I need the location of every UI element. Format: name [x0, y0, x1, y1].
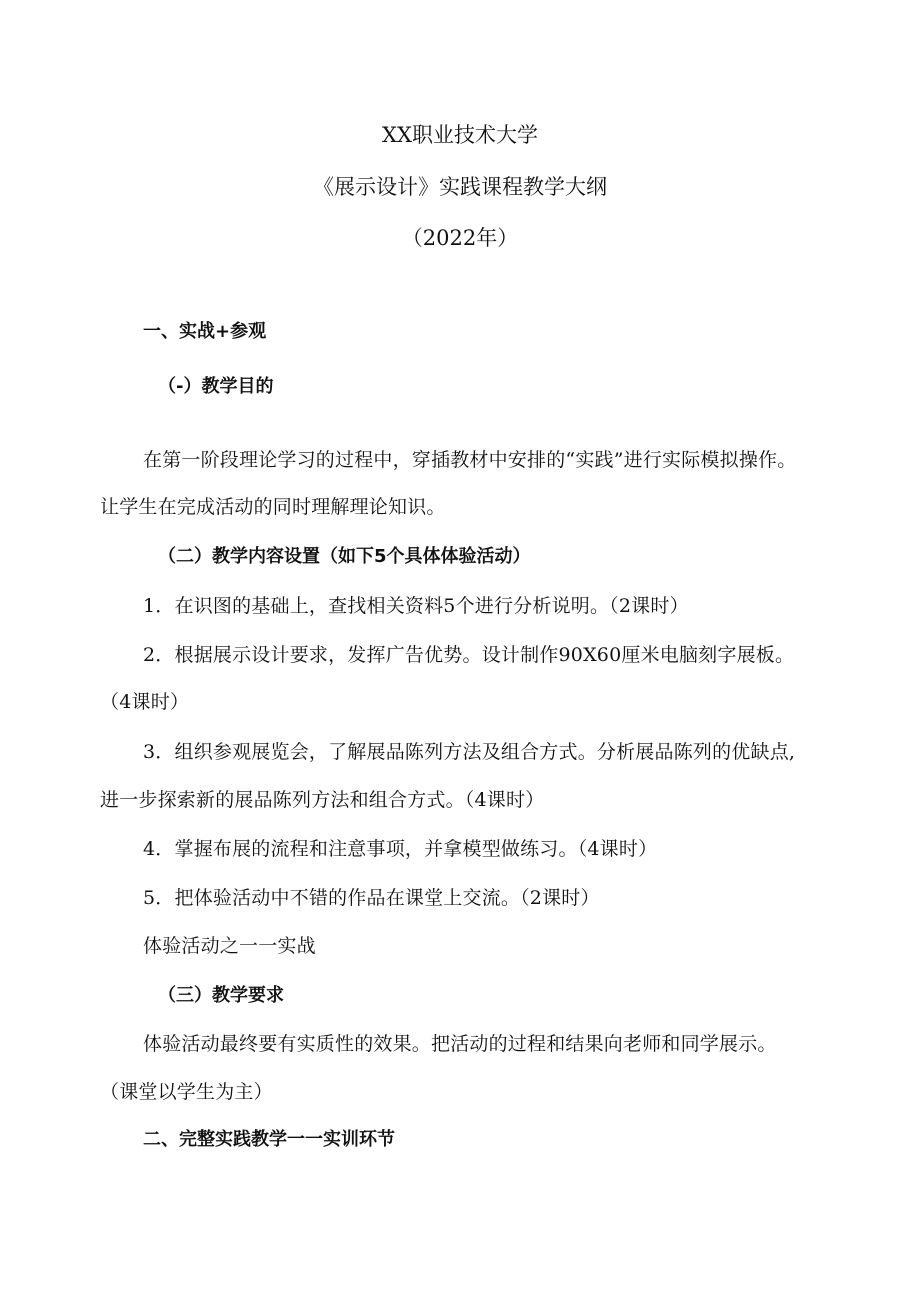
content-item-4: 4．掌握布展的流程和注意事项，并拿模型做练习。（4课时） — [143, 838, 658, 860]
subsection-heading-purpose: （-）教学目的 — [158, 376, 274, 397]
subsection-heading-requirements: （三）教学要求 — [158, 985, 284, 1006]
content-item-3-line-1: 3．组织参观展览会，了解展品陈列方法及组合方式。分析展品陈列的优缺点, — [143, 741, 796, 763]
content-item-5: 5．把体验活动中不错的作品在课堂上交流。（2课时） — [143, 887, 600, 909]
section-heading-practice: 一、实战+参观 — [143, 321, 267, 342]
section-heading-training: 二、完整实践教学一一实训环节 — [143, 1129, 395, 1150]
content-item-1: 1．在识图的基础上，查找相关资料5个进行分析说明。（2课时） — [143, 595, 689, 617]
content-item-2-line-2: （4课时） — [100, 691, 190, 713]
course-title: 《展示设计》实践课程教学大纲 — [313, 175, 607, 199]
activity-note: 体验活动之一一实战 — [143, 935, 316, 957]
purpose-paragraph-line-2: 让学生在完成活动的同时理解理论知识。 — [100, 496, 446, 518]
content-item-2-line-1: 2．根据展示设计要求，发挥广告优势。设计制作90X60厘米电脑刻字展板。 — [143, 644, 795, 666]
subsection-heading-content: （二）教学内容设置（如下5个具体体验活动） — [158, 546, 531, 567]
year-title: （2022年） — [401, 226, 519, 250]
purpose-paragraph-line-1: 在第一阶段理论学习的过程中，穿插教材中安排的“实践”进行实际模拟操作。 — [143, 449, 797, 471]
requirements-paragraph-line-1: 体验活动最终要有实质性的效果。把活动的过程和结果向老师和同学展示。 — [143, 1033, 777, 1055]
content-item-3-line-2: 进一步探索新的展品陈列方法和组合方式。（4课时） — [100, 789, 545, 811]
school-title: XX职业技术大学 — [382, 123, 538, 147]
requirements-paragraph-line-2: （课堂以学生为主） — [100, 1081, 273, 1103]
